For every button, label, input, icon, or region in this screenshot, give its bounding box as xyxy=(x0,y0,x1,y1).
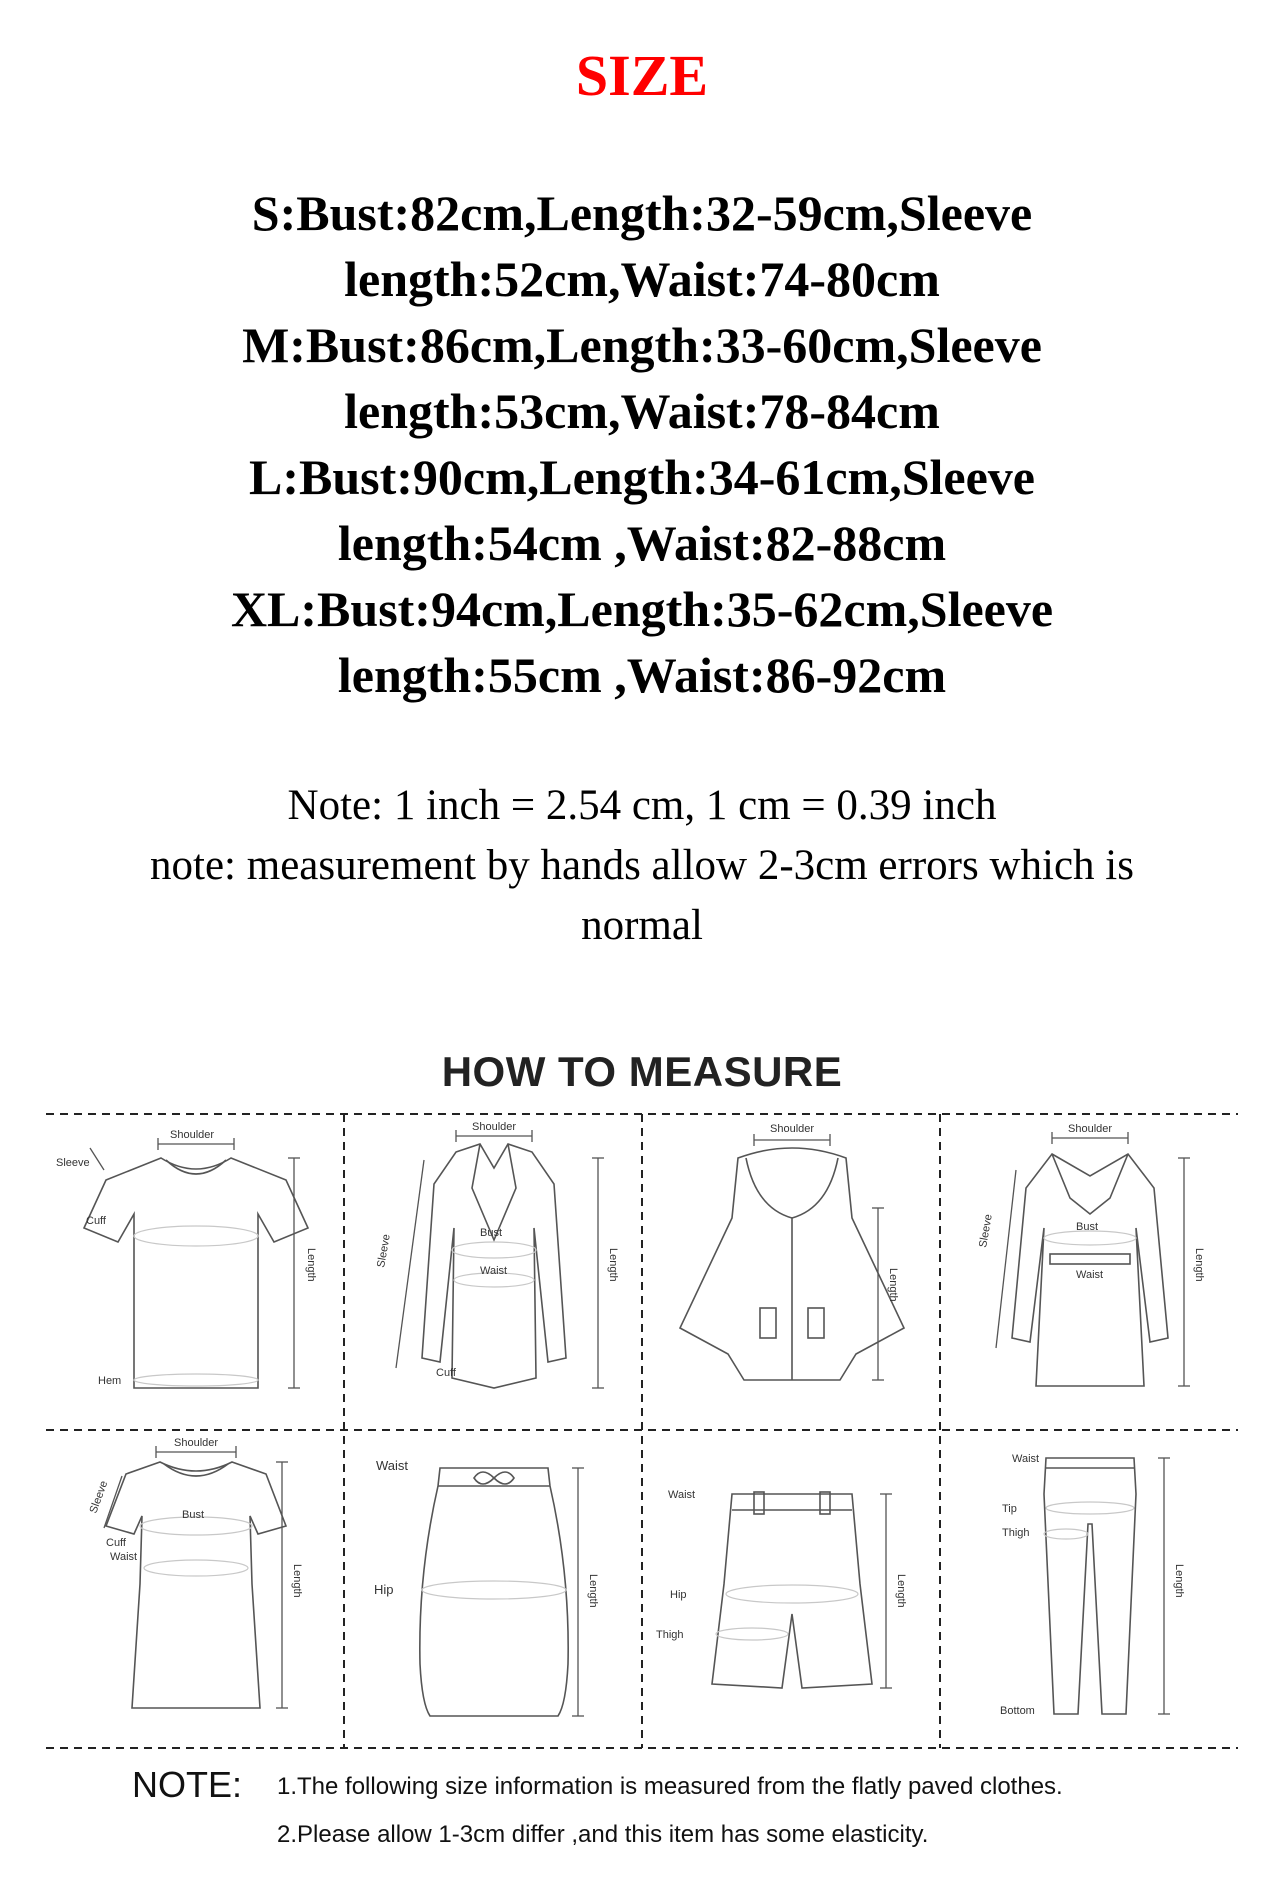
note-line: normal xyxy=(581,902,703,949)
measure-grid xyxy=(46,1112,1238,1752)
note-line: note: measurement by hands allow 2-3cm errors which is xyxy=(150,842,1134,889)
label-shoulder: Shoulder xyxy=(472,1121,517,1133)
label-shoulder: Shoulder xyxy=(770,1123,815,1135)
note-item: 1.The following size information is measured from the flatly paved clothes. xyxy=(277,1773,1063,1800)
label-waist: Waist xyxy=(480,1265,508,1277)
label-bust: Bust xyxy=(480,1227,503,1239)
label-bottom: Bottom xyxy=(1000,1705,1035,1717)
label-cuff: Cuff xyxy=(86,1215,106,1227)
size-line: length:54cm ,Waist:82-88cm xyxy=(337,515,947,571)
label-hip: Hip xyxy=(374,1582,394,1597)
note-line: Note: 1 inch = 2.54 cm, 1 cm = 0.39 inch xyxy=(287,782,997,829)
label-length: Length xyxy=(291,1564,303,1598)
label-length: Length xyxy=(1173,1564,1185,1598)
size-line: S:Bust:82cm,Length:32-59cm,Sleeve xyxy=(251,185,1033,241)
blazer-diagram xyxy=(344,1118,642,1428)
label-waist: Waist xyxy=(376,1458,409,1473)
label-sleeve: Sleeve xyxy=(56,1157,90,1169)
label-sleeve: Sleeve xyxy=(977,1213,995,1249)
label-shoulder: Shoulder xyxy=(174,1437,219,1449)
label-waist: Waist xyxy=(668,1489,696,1501)
pants-diagram xyxy=(940,1434,1238,1744)
label-sleeve: Sleeve xyxy=(375,1233,393,1269)
label-hem: Hem xyxy=(98,1375,122,1387)
size-title: SIZE xyxy=(575,43,709,108)
shorts-diagram xyxy=(642,1434,940,1744)
label-sleeve: Sleeve xyxy=(87,1479,111,1516)
label-length: Length xyxy=(587,1574,599,1608)
size-line: length:52cm,Waist:74-80cm xyxy=(344,251,940,307)
label-length: Length xyxy=(305,1248,317,1282)
label-waist: Waist xyxy=(1012,1453,1040,1465)
dress-diagram xyxy=(46,1434,344,1744)
size-line: length:53cm,Waist:78-84cm xyxy=(344,383,940,439)
note-label: NOTE: xyxy=(132,1764,243,1805)
size-line: L:Bust:90cm,Length:34-61cm,Sleeve xyxy=(249,449,1035,505)
label-cuff: Cuff xyxy=(106,1537,126,1549)
label-thigh: Thigh xyxy=(1002,1527,1030,1539)
unit-notes xyxy=(60,776,1224,956)
note-item: 2.Please allow 1-3cm differ ,and this item has some elasticity. xyxy=(277,1821,929,1848)
label-hip: Hip xyxy=(670,1589,687,1601)
label-length: Length xyxy=(607,1248,619,1282)
label-thigh: Thigh xyxy=(656,1629,684,1641)
size-line: XL:Bust:94cm,Length:35-62cm,Sleeve xyxy=(230,581,1054,637)
size-line: length:55cm ,Waist:86-92cm xyxy=(337,647,947,703)
label-shoulder: Shoulder xyxy=(1068,1123,1113,1135)
cape-diagram xyxy=(642,1118,940,1428)
skirt-diagram xyxy=(344,1434,642,1744)
label-waist: Waist xyxy=(1076,1269,1104,1281)
label-length: Length xyxy=(887,1268,899,1302)
label-length: Length xyxy=(1193,1248,1205,1282)
measure-title: HOW TO MEASURE xyxy=(441,1048,843,1095)
size-line: M:Bust:86cm,Length:33-60cm,Sleeve xyxy=(242,317,1042,373)
label-bust: Bust xyxy=(1076,1221,1099,1233)
label-tip: Tip xyxy=(1002,1503,1017,1515)
coat-diagram xyxy=(940,1118,1238,1428)
label-bust: Bust xyxy=(182,1509,205,1521)
label-length: Length xyxy=(895,1574,907,1608)
label-shoulder: Shoulder xyxy=(170,1129,215,1141)
tshirt-diagram xyxy=(46,1118,344,1428)
label-waist: Waist xyxy=(110,1551,138,1563)
size-list xyxy=(60,180,1224,708)
label-cuff: Cuff xyxy=(436,1367,456,1379)
